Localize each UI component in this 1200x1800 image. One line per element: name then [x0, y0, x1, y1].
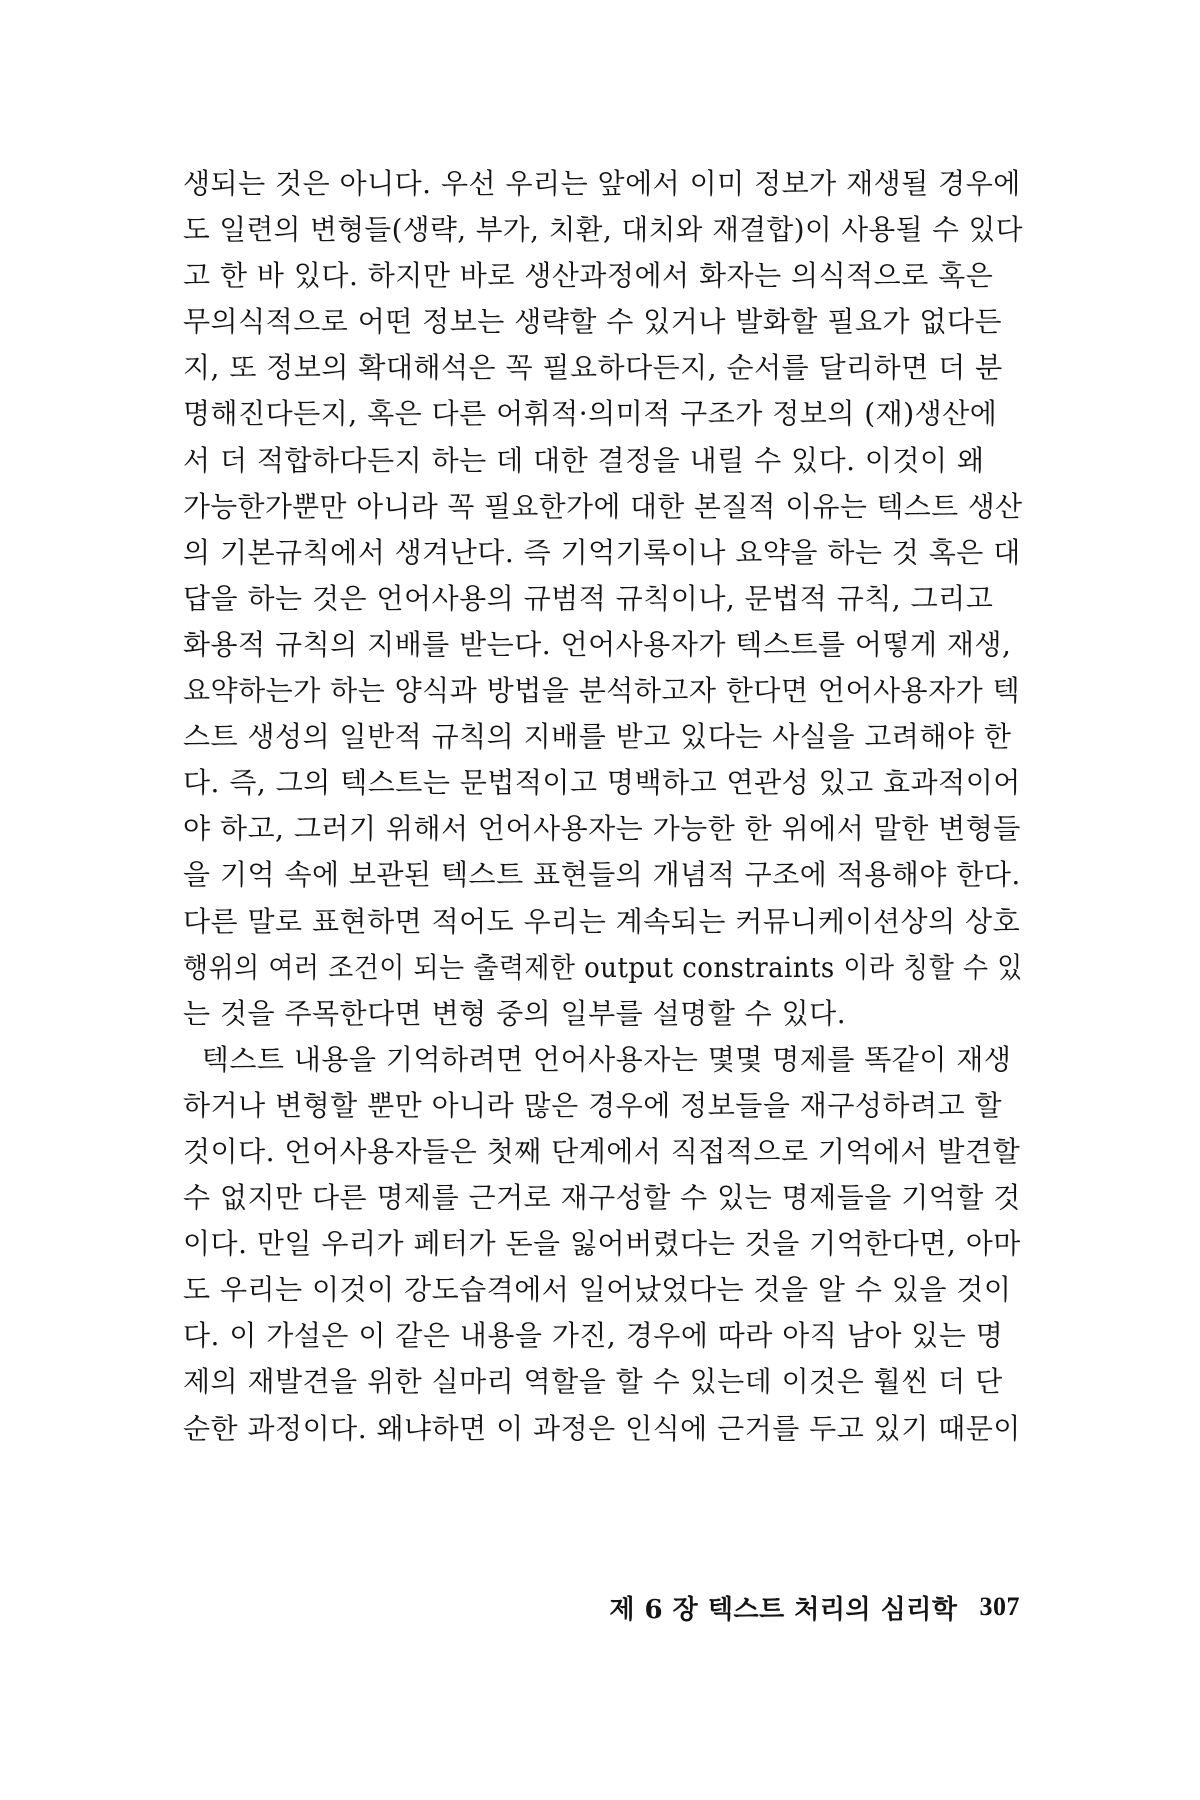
- text-line: 순한 과정이다. 왜냐하면 이 과정은 인식에 근거를 두고 있기 때문이: [183, 1411, 1021, 1445]
- text-line: 의 기본규칙에서 생겨난다. 즉 기억기록이나 요약을 하는 것 혹은 대: [183, 535, 1021, 569]
- text-line: 것이다. 언어사용자들은 첫째 단계에서 직접적으로 기억에서 발견할: [183, 1134, 1021, 1168]
- text-line: 스트 생성의 일반적 규칙의 지배를 받고 있다는 사실을 고려해야 한: [183, 720, 1012, 754]
- text-line: 서 더 적합하다든지 하는 데 대한 결정을 내릴 수 있다. 이것이 왜: [183, 443, 985, 477]
- text-line: 가능한가뿐만 아니라 꼭 필요한가에 대한 본질적 이유는 텍스트 생산: [183, 489, 1023, 523]
- text-line: 을 기억 속에 보관된 텍스트 표현들의 개념적 구조에 적용해야 한다.: [183, 858, 1021, 892]
- body-text: [183, 161, 1023, 1452]
- page-footer: [600, 1587, 1020, 1627]
- text-line: 고 한 바 있다. 하지만 바로 생산과정에서 화자는 의식적으로 혹은: [183, 259, 994, 293]
- running-footer-chapter: 제 6 장 텍스트 처리의 심리학: [609, 1594, 958, 1625]
- text-line: 수 없지만 다른 명제를 근거로 재구성할 수 있는 명제들을 기억할 것: [183, 1181, 1021, 1215]
- text-line: 다. 이 가설은 이 같은 내용을 가진, 경우에 따라 아직 남아 있는 명: [183, 1319, 1004, 1353]
- text-line: 다른 말로 표현하면 적어도 우리는 계속되는 커뮤니케이션상의 상호: [183, 904, 1021, 938]
- text-line: 생되는 것은 아니다. 우선 우리는 앞에서 이미 정보가 재생될 경우에: [183, 167, 1021, 200]
- text-line: 답을 하는 것은 언어사용의 규범적 규칙이나, 문법적 규칙, 그리고: [183, 581, 994, 615]
- text-line: 하거나 변형할 뿐만 아니라 많은 경우에 정보들을 재구성하려고 할: [183, 1088, 1003, 1122]
- text-line: 요약하는가 하는 양식과 방법을 분석하고자 한다면 언어사용자가 텍: [183, 674, 1021, 708]
- text-line: 무의식적으로 어떤 정보는 생략할 수 있거나 발화할 필요가 없다든: [183, 305, 1003, 339]
- text-line: 야 하고, 그러기 위해서 언어사용자는 가능한 한 위에서 말한 변형들: [183, 812, 1021, 846]
- page-number: 307: [979, 1592, 1020, 1621]
- text-line: 명해진다든지, 혹은 다른 어휘적·의미적 구조가 정보의 (재)생산에: [183, 397, 998, 431]
- text-line: 텍스트 내용을 기억하려면 언어사용자는 몇몇 명제를 똑같이 재생: [183, 1042, 1012, 1076]
- text-line: 다. 즉, 그의 텍스트는 문법적이고 명백하고 연관성 있고 효과적이어: [183, 766, 1021, 800]
- text-line: 제의 재발견을 위한 실마리 역할을 할 수 있는데 이것은 훨씬 더 단: [183, 1365, 1003, 1399]
- text-line: 행위의 여러 조건이 되는 출력제한 output constraints 이라 칭할 수 있: [183, 950, 1023, 984]
- text-line: 지, 또 정보의 확대해석은 꼭 필요하다든지, 순서를 달리하면 더 분: [183, 351, 1003, 385]
- text-line: 도 우리는 이것이 강도습격에서 일어났었다는 것을 알 수 있을 것이: [183, 1273, 1012, 1307]
- text-line: 도 일련의 변형들(생략, 부가, 치환, 대치와 재결합)이 사용될 수 있다: [183, 213, 1023, 247]
- text-line: 화용적 규칙의 지배를 받는다. 언어사용자가 텍스트를 어떻게 재생,: [183, 627, 1012, 661]
- text-line: 는 것을 주목한다면 변형 중의 일부를 설명할 수 있다.: [183, 996, 847, 1030]
- text-line: 이다. 만일 우리가 페터가 돈을 잃어버렸다는 것을 기억한다면, 아마: [183, 1227, 1021, 1261]
